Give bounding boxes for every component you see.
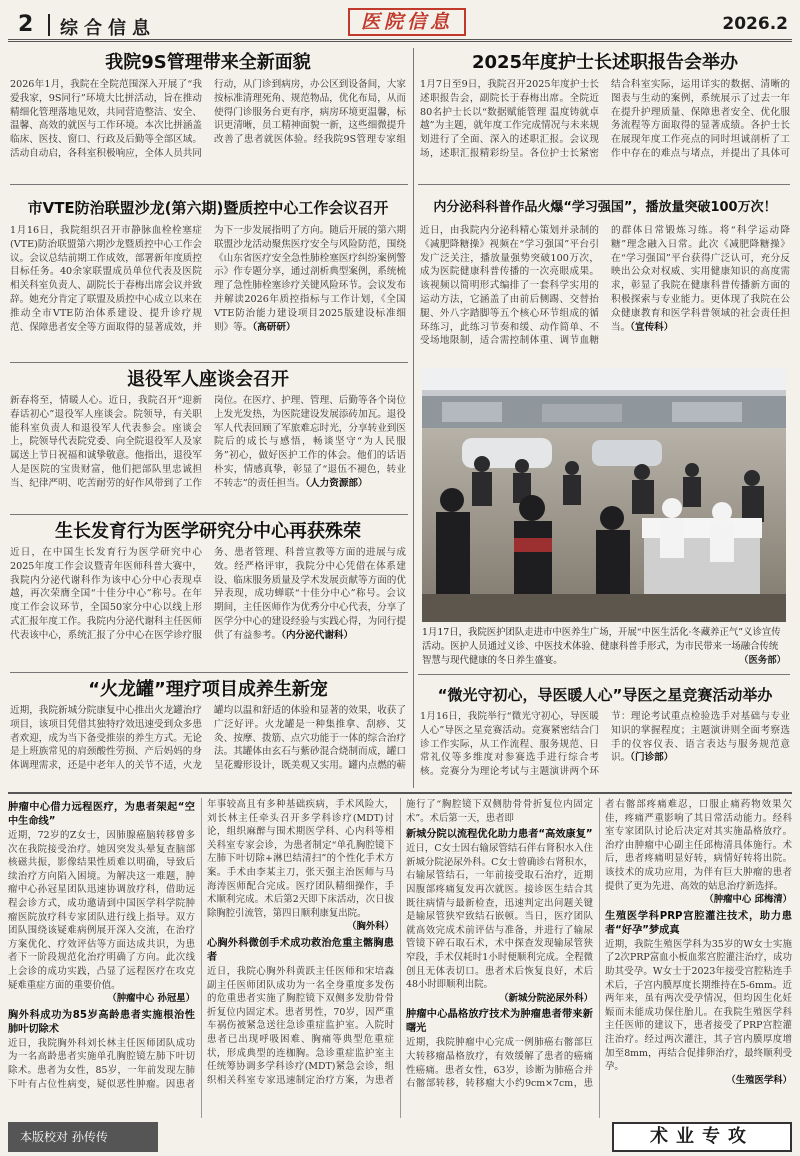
professional-section (8, 792, 792, 1120)
page-footer (8, 1122, 792, 1152)
article-title: 退役军人座谈会召开 (127, 369, 289, 390)
article-body: 2026年1月，我院在全院范围深入开展了“我爱我家，9S同行”环境大比拼活动，旨在推动精细化管理落地见效，共同营造整洁、安全、温馨、高效的就医与工作环境。本次比拼涵盖临床、医技、窗口、行政及后勤等全部区域。活动自动启，各科室积极响应，全体人员共同行动，从门诊到病房，办公区到设备间，大家按标准清理死角、规范物品，优化布局，从而使得门诊服务台更有序，病房环境更温馨，标识更清晰，员工精神面貌一新，这些细微提升改善了患者就医体验。经我院9S管理专家组 (10, 79, 406, 159)
news-item: 生殖医学科PRP宫腔灌注技术，助力患者“好孕”梦成真 近期，我院生殖医学科为35岁的W女士实施了2次PRP富血小板血浆宫腔灌注治疗，成功助其受孕。W女士于2023年接受宫腔粘连手术后，子宫内膜厚度长期维持在5-6mm。近两年来，虽有两次受孕情况，但均因生化妊娠而未能成功保住胎儿。在我院生殖医学科主任医师的建议下，患者接受了PRP宫腔灌注治疗。经过两次灌注，其子宫内膜厚度增加至8mm，再结合促排卵治疗，最终顺利受孕。 （生殖医学科） (605, 910, 792, 1086)
news-title: 生殖医学科PRP宫腔灌注技术，助力患者“好孕”梦成真 (605, 910, 792, 936)
news-title: 心胸外科微创手术成功救治危重主髂胸患者 (207, 937, 394, 963)
row-divider (418, 184, 790, 185)
article-endocrine-science (420, 192, 790, 358)
article-guide-star-contest (420, 680, 790, 788)
article-body: 近期，我院新城分院康复中心推出火龙罐治疗项目，该项目凭借其独特疗效迅速受到众多患者欢迎，成为当下备受推崇的养生方式。无论是上班族常见的肩颈酸性劳损、产后妈妈的身体调理需求，还是中老年人的关节不适，火龙罐均以温和舒适的体验和显著的效果，收获了广泛好评。火龙罐是一种集推拿、刮痧、艾灸、按摩、拨筋、点穴功能于一体的综合治疗法。其罐体由玄石与紫砂混合烧制而成，罐口呈花瓣形设计，既美观又实用。罐内点燃的蕲 (10, 705, 406, 772)
article-body: 1月7日至9日，我院召开2025年度护士长述职报告会，副院长于春梅出席。全院近80名护士长以“数据赋能管理 温度铸就卓越”为主题，就年度工作完成情况与未来规划进行了全面、深入的述职汇报。会议现场，述职汇报精彩纷呈。各位护士长紧密结合科室实际，运用详实的数据、清晰的图表与生动的案例，系统展示了过去一年在提升护理质量、保障患者安全、优化服务流程等方面取得的显著成绩。各护士长在展现年度工作亮点的同时坦诚剖析了工作中存在的难点与堵点，并提出了具体可 (420, 79, 790, 159)
article-vte-alliance (10, 192, 406, 358)
column-divider (413, 48, 414, 788)
news-title: 肿瘤中心晶格放疗技术为肿瘤患者带来新曙光 (406, 1009, 593, 1035)
news-item: 新城分院以流程优化助力患者“高效康复” 近日，C女士因右输尿管结石伴右肾积水入住新城分院泌尿外科。C女士曾确诊右肾积水，右输尿管结石，一年前接受取石治疗，近期因腹部疼痛复发再次就医。接诊医生结合其既往病情与最新检查，迅速判定出问题关键是输尿管狭窄致结石嵌顿。当日，医疗团队就高效完成术前评估与准备，并进行了输尿管镜下碎石取石术，术中探查发现输尿管狭窄段，手术仅耗时1小时便顺利完成。全程微创且无体表切口。患者术后恢复良好，术后48小时即顺利出院。 （新城分院泌尿外科） (406, 829, 593, 1004)
crowd-photo-illustration (422, 368, 786, 622)
article-title: 2025年度护士长述职报告会举办 (471, 52, 739, 73)
header-divider (48, 14, 50, 36)
photo-caption: 1月17日，我院医护团队走进市中医养生广场，开展“中医生活化·冬藏养正气”义诊宣传活动。医护人员通过义诊、中医技术体验、健康科普手形式，为市民带来一场融合传统智慧与现代健康的冬日养生盛宴。 （医务部） (422, 627, 786, 666)
row-divider (10, 362, 408, 363)
article-fire-dragon-cupping (10, 676, 406, 788)
proofreader-label: 本版校对 孙传传 (8, 1122, 158, 1152)
article-title: “火龙罐”理疗项目成养生新宠 (88, 679, 328, 700)
row-divider (10, 672, 408, 673)
article-title: “微光守初心，导医暖人心”导医之星竞赛活动举办 (437, 686, 773, 704)
masthead (8, 6, 792, 42)
article-title: 市VTE防治联盟沙龙(第六期)暨质控中心工作会议召开 (27, 199, 389, 217)
article-veterans-forum (10, 366, 406, 510)
news-title: 新城分院以流程优化助力患者“高效康复” (406, 829, 593, 841)
row-divider (10, 514, 408, 515)
article-body: 近日，由我院内分泌科精心策划并录制的《减肥降糖操》视频在“学习强国”平台引发广泛关注，播放量强势突破100万次，成为医院健康科普传播的一次亮眼成果。该视频以简明形式编排了一套科学实用的运动方法，它涵盖了由前后侧踢、交替抬腿、外八字踏脚等五个核心环节组成的循环练习，此练习节奏和缓、动作简单、不受场地限制，适合需控制体重、调节血糖的群体日常锻炼习练。将“科学运动降糖”理念融入日常。此次《减肥降糖操》在“学习强国”平台获得广泛认可，充分反映出公众对权威、实用健康知识的高度需求，彰显了我院在健康科普传播新方面的积极探索与专业能力。更体现了我院在公众健康教育和医学科普领域的社会责任担当。（宣传科） (420, 225, 790, 347)
column-banner: 术业专攻 (612, 1122, 792, 1152)
page-number: 2 (18, 12, 34, 37)
article-head-nurse-report (420, 48, 790, 176)
article-growth-center (10, 518, 406, 668)
event-photo (422, 368, 786, 622)
section-title: 综合信息 (60, 18, 156, 39)
newspaper-logo: 医院信息 (348, 8, 466, 36)
article-title: 内分泌科科普作品火爆“学习强国”，播放量突破100万次！ (433, 200, 777, 215)
article-title: 我院9S管理带来全新面貌 (105, 52, 311, 73)
news-item: 心胸外科微创手术成功救治危重主髂胸患者 近日，我院心胸外科黄跃主任医师和宋培森副主任医师团队成功为一名全身重度多发伤的危重患者实施了胸腔镜下双侧多发肋骨骨折复位内固定术。患者男性，70岁，因严重车祸伤被紧急送往急诊重症监护室。入院时患者已出现呼吸困难、胸痛等典型危重症状，形成典型的连枷胸。急诊重症监护室主任统筹协调多学科诊疗(MDT)紧急会诊，组织相关科室专家迅速制定治疗方案，为患者施行了“胸腔镜下双侧肋骨骨折复位内固定术”。术后第一天，患者即 (207, 799, 593, 1086)
row-divider (10, 184, 408, 185)
news-title: 胸外科成功为85岁高龄患者实施根治性肺叶切除术 (8, 1009, 195, 1035)
article-title: 生长发育行为医学研究分中心再获殊荣 (55, 521, 361, 542)
article-body: 1月16日，我院举行“微光守初心，导医暖人心”导医之星竞赛活动。竞赛紧密结合门诊工作实际，从工作流程、服务规范、日常礼仪等多维度对参赛选手进行综合考核。竞赛分为理论考试与主题演讲两个环节：理论考试重点检验选手对基础与专业知识的掌握程度；主题演讲则全面考察选手的仪容仪表、语言表达与服务规范意识。（门诊部） (420, 711, 790, 778)
news-item: 肿瘤中心借力远程医疗，为患者架起“空中生命线” 近期，72岁的Z女士，因肺腺癌脑转移曾多次在我院接受治疗。她因突发头晕复查脑部核磁共振，影像结果性质难以明确，导致后续治疗方向陷入困境。为解决这一难题，肿瘤中心孙冠星团队迅速协调放疗科，借助远程会诊方式，成功邀请到中国医学科学院肿瘤医院放疗科专家团队进行线上指导。双方团队围绕该疑难病例展开深入交流，在治疗方案优化、疗效评估等方面达成共识，为患者下一阶段规范化治疗明确了方向。此次线上会诊的成功实践，凸显了远程医疗在攻克疑难重症方面的重要价值。 （肿瘤中心 孙冠星） (8, 802, 195, 1005)
article-body: 近日，在中国生长发育行为医学研究中心2025年度工作会议暨青年医师科普大赛中，我院内分泌代谢科作为该中心分中心表现卓越，再次荣膺全国“十佳分中心”称号。在年度工作会议环节，全国50家分中心以线上形式汇报年度工作。我院内分泌代谢科主任医师代表该中心，系统汇报了分中心在医学诊疗服务、患者管理、科普宣教等方面的进展与成效。经严格评审，我院分中心凭借在体系建设、临床服务质量及学术发展贡献等方面的优异表现，成功蝉联“十佳分中心”称号。会议期间，主任医师作为优秀分中心代表，分享了医学分中心的建设经验与实践心得，为同行提供了有益参考。（内分泌代谢科） (10, 547, 406, 641)
article-9s-management (10, 48, 406, 176)
news-title: 肿瘤中心借力远程医疗，为患者架起“空中生命线” (8, 802, 195, 827)
news-item: 胸外科成功为85岁高龄患者实施根治性肺叶切除术 近日，我院胸外科刘长林主任医师团队成功为一名高龄患者实施单孔胸腔镜左肺下叶切除术。患者为女性，85岁，一年前发现左肺下叶有占位性病变，疑似恶性肿瘤。因患者年事较高且有多种基础疾病，手术风险大，刘长林主任牵头召开多学科诊疗(MDT)讨论，组织麻醉与围术期医学科、心内科等相关科室专家会诊，为患者制定“单孔胸腔镜下左肺下叶切除+淋巴结清扫”的个性化手术方案。手术由李某主刀，张天强主治医师与马海涛医师配合完成。医疗团队精细操作，手术顺利完成。术后第2天即下床活动，次日拔除胸腔引流管，第四日顺利康复出院。 （胸外科） (8, 799, 394, 1090)
news-item: 肿瘤中心晶格放疗技术为肿瘤患者带来新曙光 近期，我院肿瘤中心完成一例肺癌右髂部巨大转移瘤晶格放疗，有效缓解了患者的癌痛性癌痛。患者女性，63岁，诊断为肺癌合并右髂部转移，转移瘤大小约9cm×7cm，患者右髂部疼痛难忍，口服止痛药物效果欠佳，疼痛严重影响了其日常活动能力。经科室专家团队讨论后决定对其实施晶格放疗。治疗由肿瘤中心副主任邱梅清具体施行。术后，患者疼痛明显好转，病情好转将出院。该技术的成功应用，为伴有巨大肿瘤的患者提供了更为先进、高效的姑息治疗新选择。 （肿瘤中心 邱梅清） (406, 799, 792, 1090)
news-columns (8, 794, 792, 1118)
row-divider (418, 674, 790, 675)
article-body: 新春将至，情暖人心。近日，我院召开“迎新春话初心”退役军人座谈会。院领导，有关职能科室负责人和退役军人代表参会。座谈会上，院领导代表院党委、向全院退役军人及家属送上节日祝福和诚挚敬意。他指出，退役军人是医院的宝贵财富，他们把部队里忠诚担当、纪律严明、吃苦耐劳的好作风带到了工作岗位。在医疗、护理、管理、后勤等各个岗位上发光发热，为医院建设发展添砖加瓦。退役军人代表回顾了军旅难忘时光，分享转业到医院后的成长与感悟，畅谈坚守“为人民服务”初心，做好医护工作的体会。他们的话语朴实，情感真挚，彰显了“退伍不褪色，转业不转志”的责任担当。（人力资源部） (10, 395, 406, 489)
issue-date: 2026.2 (722, 14, 788, 34)
article-body: 1月16日，我院组织召开市静脉血栓栓塞症(VTE)防治联盟第六期沙龙暨质控中心工作会议。会议总结前期工作成效，部署新年度质控目标任务。40余家联盟成员单位代表及医院相关科室负责人、副院长于春梅出席会议并致辞。她充分肯定了联盟及质控中心成立以来在推动全市VTE防治体系建设、提升诊疗规范、保障患者安全等方面取得的显著成效，并为下一步发展指明了方向。随后开展的第六期联盟沙龙活动聚焦医疗安全与风险防范，围绕《山东省医疗安全急性肺栓塞医疗纠纷案例警示》作专题分享，通过剖析典型案例，系统梳理了急性肺栓塞诊疗关键风险环节。会议发布并解读2026年质控指标与工作计划，《全国VTE防治能力建设项目2025版建设标准细则》等。（高研研） (10, 225, 406, 333)
